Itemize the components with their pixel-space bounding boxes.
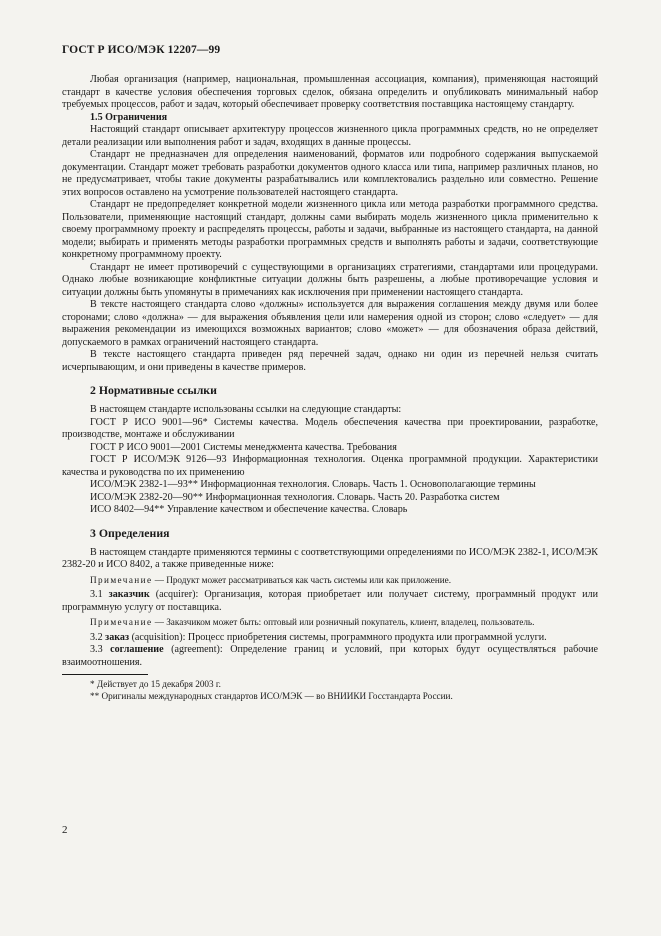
definition-3-1 [62, 589, 598, 614]
section-3-title: 3 Определения [90, 525, 170, 540]
definition-3-3 [62, 644, 598, 669]
paragraph: Стандарт не имеет противоречий с существующими в организациях стратегиями, стандартами или процедурами. Однако любые возникающие конфликтные ситуации должны быть разрешены, а любые противоречащие условия и ситуации должны быть упомянуты в примечаниях как исключения при применении настоящего стандарта. [62, 261, 598, 298]
definition-number: 3.2 [90, 631, 103, 643]
intro-paragraph: Любая организация (например, национальная, промышленная ассоциация, компания), применяющая настоящий стандарт в качестве условия обеспечения торговых сделок, обязана определить и опубликовать минимальный набор требуемых процессов, работ и задач, который обеспечивает проверку соответствия поставщика настоящему стандарту. [62, 74, 598, 110]
reference-item: ГОСТ Р ИСО 9001—96* Системы качества. Модель обеспечения качества при проектировании, разработке, производстве, монтаже и обслуживании [62, 416, 598, 440]
reference-item: ИСО/МЭК 2382-1—93** Информационная технология. Словарь. Часть 1. Основополагающие термины [90, 479, 536, 490]
note-label: Примечание [90, 617, 153, 627]
running-header: ГОСТ Р ИСО/МЭК 12207—99 [62, 44, 221, 56]
definition-3-2 [62, 632, 598, 645]
reference-item: ИСО 8402—94** Управление качеством и обеспечение качества. Словарь [90, 504, 408, 515]
note-label: Примечание [90, 574, 153, 585]
section-1-5-title: 1.5 Ограничения [90, 111, 168, 123]
note-text: — Продукт может рассматриваться как часть системы или как приложение. [154, 574, 452, 585]
definition-term: заказчик [108, 589, 150, 600]
definition-text: (agreement): Определение границ и условий, при которых будут осуществляться рабочие взаимоотношения. [62, 644, 598, 668]
section-2-lead: В настоящем стандарте использованы ссылки на следующие стандарты: [90, 404, 402, 415]
note [62, 617, 598, 629]
section-2-title: 2 Нормативные ссылки [90, 383, 217, 397]
note [62, 575, 598, 587]
footnote: ** Оригиналы международных стандартов ИСО/МЭК — во ВНИИКИ Госстандарта России. [90, 690, 453, 701]
paragraph: В тексте настоящего стандарта слово «должны» используется для выражения соглашения между двумя или более сторонами; слово «должна» — для выражения объявления цели или намерения одной из сторон; слово «следует» — для выражения рекомендации из имеющихся возможных вариантов; слово «может» — для обозначения образа действий, допускаемого в рамках ограничений настоящего стандарта. [62, 299, 598, 348]
note-text: — Заказчиком может быть: оптовый или розничный покупатель, клиент, владелец, пользователь. [154, 617, 535, 627]
footnote-separator [62, 674, 148, 675]
paragraph: Настоящий стандарт описывает архитектуру процессов жизненного цикла программных средств, но не определяет детали реализации или выполнения работ и задач, входящих в данные процессы. [62, 124, 598, 148]
definition-term: соглашение [110, 644, 164, 655]
page-number: 2 [62, 824, 68, 836]
reference-item: ГОСТ Р ИСО/МЭК 9126—93 Информационная технология. Оценка программной продукции. Характеристики качества и руководства по их применению [62, 454, 598, 478]
paragraph: Стандарт не предопределяет конкретной модели жизненного цикла или метода разработки программного средства. Пользователи, применяющие настоящий стандарт, должны сами выбирать модель жизненного цикла применительно к своему программному проекту и распределять процессы, работы и задачи, выбранные из настоящего стандарта, на данной модели; выбирать и применять методы разработки программных средств и выполнять работы и задачи, соответствующие конкретному программному проекту. [62, 199, 598, 260]
paragraph: В тексте настоящего стандарта приведен ряд перечней задач, однако ни один из перечней нельзя считать исчерпывающим, и они приведены в качестве примеров. [62, 349, 598, 373]
reference-item: ИСО/МЭК 2382-20—90** Информационная технология. Словарь. Часть 20. Разработка систем [90, 491, 500, 503]
footnote: * Действует до 15 декабря 2003 г. [90, 679, 221, 689]
section-3-lead: В настоящем стандарте применяются термины с соответствующими определениями по ИСО/МЭК 2382-1, ИСО/МЭК 2382-20 и ИСО 8402, а также приведенные ниже: [62, 546, 598, 570]
definition-number: 3.3 [90, 644, 103, 655]
paragraph: Стандарт не предназначен для определения наименований, форматов или подробного содержания выпускаемой документации. Стандарт может требовать разработки документов одного класса или типа, например различных планов, но не предусматривает, чтобы такие документы разрабатывались или комплектовались раздельно или совместно. Решение этих вопросов оставлено на усмотрение пользователей настоящего стандарта. [62, 149, 598, 198]
definition-term: заказ [105, 631, 130, 643]
definition-text: (acquisition): Процесс приобретения системы, программного продукта или программной услуги. [131, 631, 547, 643]
definition-text: (acquirer): Организация, которая приобретает или получает систему, программный продукт или программную услугу от поставщика. [62, 589, 598, 613]
page-body [62, 74, 598, 702]
reference-item: ГОСТ Р ИСО 9001—2001 Системы менеджмента качества. Требования [90, 441, 397, 453]
definition-number: 3.1 [90, 589, 103, 600]
